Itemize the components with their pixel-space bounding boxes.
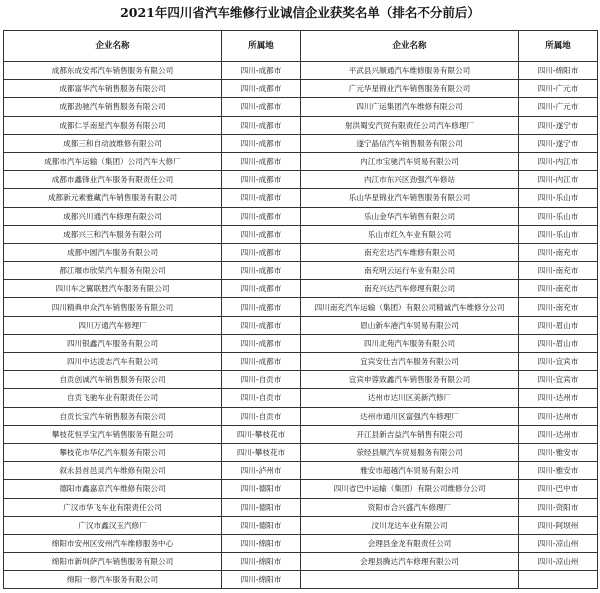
table-row xyxy=(4,171,598,189)
company-name-left: 成都中圆汽车服务有限公司 xyxy=(4,243,222,261)
table-row xyxy=(4,262,598,280)
location-left: 四川-德阳市 xyxy=(222,480,301,498)
table-row xyxy=(4,243,598,261)
location-left: 四川-自贡市 xyxy=(222,371,301,389)
location-left: 四川-成都市 xyxy=(222,298,301,316)
location-right: 四川-南充市 xyxy=(519,262,598,280)
company-name-left: 广汉市华飞车业有限责任公司 xyxy=(4,498,222,516)
location-right: 四川-内江市 xyxy=(519,171,598,189)
company-name-right: 汶川龙达车业有限公司 xyxy=(301,516,519,534)
table-row xyxy=(4,534,598,552)
location-left: 四川-攀枝花市 xyxy=(222,443,301,461)
company-name-left: 自贡创诚汽车销售服务有限公司 xyxy=(4,371,222,389)
location-left: 四川-攀枝花市 xyxy=(222,425,301,443)
location-left: 四川-成都市 xyxy=(222,134,301,152)
company-name-right: 四川省巴中运输（集团）有限公司维修分公司 xyxy=(301,480,519,498)
location-left: 四川-成都市 xyxy=(222,171,301,189)
table-row xyxy=(4,152,598,170)
table-header-row xyxy=(4,31,598,62)
location-left: 四川-德阳市 xyxy=(222,498,301,516)
location-right: 四川-内江市 xyxy=(519,152,598,170)
company-name-right: 四川南充汽车运输（集团）有限公司精诚汽车维修分公司 xyxy=(301,298,519,316)
location-right: 四川-达州市 xyxy=(519,425,598,443)
location-left: 四川-成都市 xyxy=(222,62,301,80)
location-left: 四川-自贡市 xyxy=(222,407,301,425)
table-row xyxy=(4,334,598,352)
company-name-left: 四川银鑫汽车服务有限公司 xyxy=(4,334,222,352)
company-name-right xyxy=(301,571,519,589)
table-row xyxy=(4,371,598,389)
company-name-left: 叙永县首邑灵汽车维修有限公司 xyxy=(4,462,222,480)
location-left: 四川-德阳市 xyxy=(222,516,301,534)
table-row xyxy=(4,498,598,516)
company-name-right: 南充兴达汽车修理有限公司 xyxy=(301,280,519,298)
company-name-left: 成都三和自动波维修有限公司 xyxy=(4,134,222,152)
company-name-right: 内江市宝驰汽车贸易有限公司 xyxy=(301,152,519,170)
location-right: 四川-乐山市 xyxy=(519,189,598,207)
company-name-right: 乐山华星锦业汽车销售服务有限公司 xyxy=(301,189,519,207)
table-row xyxy=(4,134,598,152)
company-name-right: 宜宾申蓉致鑫汽车销售服务有限公司 xyxy=(301,371,519,389)
location-left: 四川-成都市 xyxy=(222,262,301,280)
location-right: 四川-广元市 xyxy=(519,80,598,98)
award-table xyxy=(3,30,598,589)
location-left: 四川-成都市 xyxy=(222,280,301,298)
table-row xyxy=(4,353,598,371)
location-right xyxy=(519,571,598,589)
company-name-right: 四川北苑汽车服务有限公司 xyxy=(301,334,519,352)
location-left: 四川-成都市 xyxy=(222,353,301,371)
company-name-left: 绵阳市安州区安州汽车维修服务中心 xyxy=(4,534,222,552)
company-name-left: 成都市汽车运输（集团）公司汽车大修厂 xyxy=(4,152,222,170)
location-right: 四川-眉山市 xyxy=(519,334,598,352)
company-name-right: 乐山市红久车业有限公司 xyxy=(301,225,519,243)
company-name-right: 广元华星锦业汽车销售服务有限公司 xyxy=(301,80,519,98)
location-left: 四川-绵阳市 xyxy=(222,571,301,589)
company-name-right: 遂宁晶信汽车销售服务有限公司 xyxy=(301,134,519,152)
company-name-right: 南充宏达汽车维修有限公司 xyxy=(301,243,519,261)
company-name-right: 会理县金龙有限责任公司 xyxy=(301,534,519,552)
table-row xyxy=(4,553,598,571)
location-left: 四川-成都市 xyxy=(222,243,301,261)
location-left: 四川-绵阳市 xyxy=(222,553,301,571)
location-left: 四川-成都市 xyxy=(222,189,301,207)
location-right: 四川-凉山州 xyxy=(519,534,598,552)
company-name-left: 成都东成安邦汽车销售服务有限公司 xyxy=(4,62,222,80)
company-name-left: 四川车之翼联胜汽车服务有限公司 xyxy=(4,280,222,298)
location-left: 四川-成都市 xyxy=(222,225,301,243)
page-title: 2021年四川省汽车维修行业诚信企业获奖名单（排名不分前后） xyxy=(120,5,480,20)
header-name-left: 企业名称 xyxy=(4,31,222,62)
location-right: 四川-眉山市 xyxy=(519,316,598,334)
table-body xyxy=(4,62,598,589)
table-row xyxy=(4,516,598,534)
table-row xyxy=(4,480,598,498)
company-name-left: 自贡飞驰车业有限责任公司 xyxy=(4,389,222,407)
location-left: 四川-成都市 xyxy=(222,207,301,225)
location-right: 四川-乐山市 xyxy=(519,225,598,243)
header-location-right: 所属地 xyxy=(519,31,598,62)
company-name-right: 四川广运集团汽车维修有限公司 xyxy=(301,98,519,116)
location-right: 四川-资阳市 xyxy=(519,498,598,516)
company-name-left: 自贡长宝汽车销售服务有限公司 xyxy=(4,407,222,425)
company-name-right: 资阳市合兴盛汽车修理厂 xyxy=(301,498,519,516)
location-left: 四川-成都市 xyxy=(222,316,301,334)
table-row xyxy=(4,462,598,480)
table-row xyxy=(4,443,598,461)
location-right: 四川-绵阳市 xyxy=(519,62,598,80)
table-row xyxy=(4,407,598,425)
company-name-right: 平武县兴顺通汽车维修服务有限公司 xyxy=(301,62,519,80)
header-location-left: 所属地 xyxy=(222,31,301,62)
company-name-right: 雅安市超越汽车贸易有限公司 xyxy=(301,462,519,480)
location-left: 四川-成都市 xyxy=(222,98,301,116)
location-right: 四川-巴中市 xyxy=(519,480,598,498)
location-left: 四川-泸州市 xyxy=(222,462,301,480)
location-right: 四川-遂宁市 xyxy=(519,134,598,152)
company-name-left: 广汉市鑫汉玉汽修厂 xyxy=(4,516,222,534)
location-right: 四川-雅安市 xyxy=(519,443,598,461)
company-name-left: 绵阳一修汽车服务有限公司 xyxy=(4,571,222,589)
location-right: 四川-乐山市 xyxy=(519,207,598,225)
company-name-right: 乐山金华汽车销售有限公司 xyxy=(301,207,519,225)
table-row xyxy=(4,298,598,316)
company-name-right: 开江县新吉益汽车销售有限公司 xyxy=(301,425,519,443)
company-name-left: 成都仁孚南星汽车服务有限公司 xyxy=(4,116,222,134)
location-left: 四川-成都市 xyxy=(222,152,301,170)
location-right: 四川-遂宁市 xyxy=(519,116,598,134)
table-row xyxy=(4,425,598,443)
table-row xyxy=(4,98,598,116)
table-row xyxy=(4,571,598,589)
company-name-right: 达州市达川区美新汽修厂 xyxy=(301,389,519,407)
table-row xyxy=(4,280,598,298)
company-name-left: 攀枝花市华亿汽车服务有限公司 xyxy=(4,443,222,461)
location-right: 四川-广元市 xyxy=(519,98,598,116)
table-row xyxy=(4,80,598,98)
location-right: 四川-南充市 xyxy=(519,298,598,316)
company-name-left: 四川万通汽车修理厂 xyxy=(4,316,222,334)
location-right: 四川-达州市 xyxy=(519,389,598,407)
company-name-left: 四川精典申众汽车销售服务有限公司 xyxy=(4,298,222,316)
location-right: 四川-阿坝州 xyxy=(519,516,598,534)
table-row xyxy=(4,389,598,407)
location-right: 四川-南充市 xyxy=(519,280,598,298)
company-name-right: 南充明云运行车业有限公司 xyxy=(301,262,519,280)
location-right: 四川-宜宾市 xyxy=(519,353,598,371)
location-left: 四川-绵阳市 xyxy=(222,534,301,552)
location-right: 四川-达州市 xyxy=(519,407,598,425)
company-name-left: 成都兴三和汽车服务有限公司 xyxy=(4,225,222,243)
table-row xyxy=(4,207,598,225)
location-left: 四川-自贡市 xyxy=(222,389,301,407)
table-row xyxy=(4,189,598,207)
company-name-right: 内江市东兴区劲强汽车修站 xyxy=(301,171,519,189)
company-name-right: 眉山新车港汽车贸易有限公司 xyxy=(301,316,519,334)
table-row xyxy=(4,225,598,243)
company-name-left: 德阳市鑫嘉京汽车维修有限公司 xyxy=(4,480,222,498)
location-left: 四川-成都市 xyxy=(222,334,301,352)
company-name-right: 宜宾安仕吉汽车服务有限公司 xyxy=(301,353,519,371)
company-name-left: 绵阳市新圳萨汽车销售服务有限公司 xyxy=(4,553,222,571)
company-name-right: 荥经县顺汽车贸易服务有限公司 xyxy=(301,443,519,461)
company-name-right: 射洪蜀安汽贸有限责任公司汽车修理厂 xyxy=(301,116,519,134)
company-name-left: 成都新元素雅藏汽车销售服务有限公司 xyxy=(4,189,222,207)
company-name-right: 达州市通川区富强汽车修理厂 xyxy=(301,407,519,425)
table-row xyxy=(4,116,598,134)
company-name-right: 会理县腾达汽车修理有限公司 xyxy=(301,553,519,571)
company-name-left: 攀枝花恒孚宝汽车销售服务有限公司 xyxy=(4,425,222,443)
company-name-left: 成都富华汽车销售服务有限公司 xyxy=(4,80,222,98)
header-name-right: 企业名称 xyxy=(301,31,519,62)
company-name-left: 成都劲驰汽车销售服务有限公司 xyxy=(4,98,222,116)
company-name-left: 成都市鑫锋业汽车服务有限责任公司 xyxy=(4,171,222,189)
company-name-left: 四川中达凌志汽车有限公司 xyxy=(4,353,222,371)
location-right: 四川-雅安市 xyxy=(519,462,598,480)
location-left: 四川-成都市 xyxy=(222,116,301,134)
location-left: 四川-成都市 xyxy=(222,80,301,98)
location-right: 四川-宜宾市 xyxy=(519,371,598,389)
table-row xyxy=(4,62,598,80)
company-name-left: 都江堰市欣荣汽车服务有限公司 xyxy=(4,262,222,280)
location-right: 四川-南充市 xyxy=(519,243,598,261)
company-name-left: 成都兴川通汽车修理有限公司 xyxy=(4,207,222,225)
location-right: 四川-凉山州 xyxy=(519,553,598,571)
table-row xyxy=(4,316,598,334)
